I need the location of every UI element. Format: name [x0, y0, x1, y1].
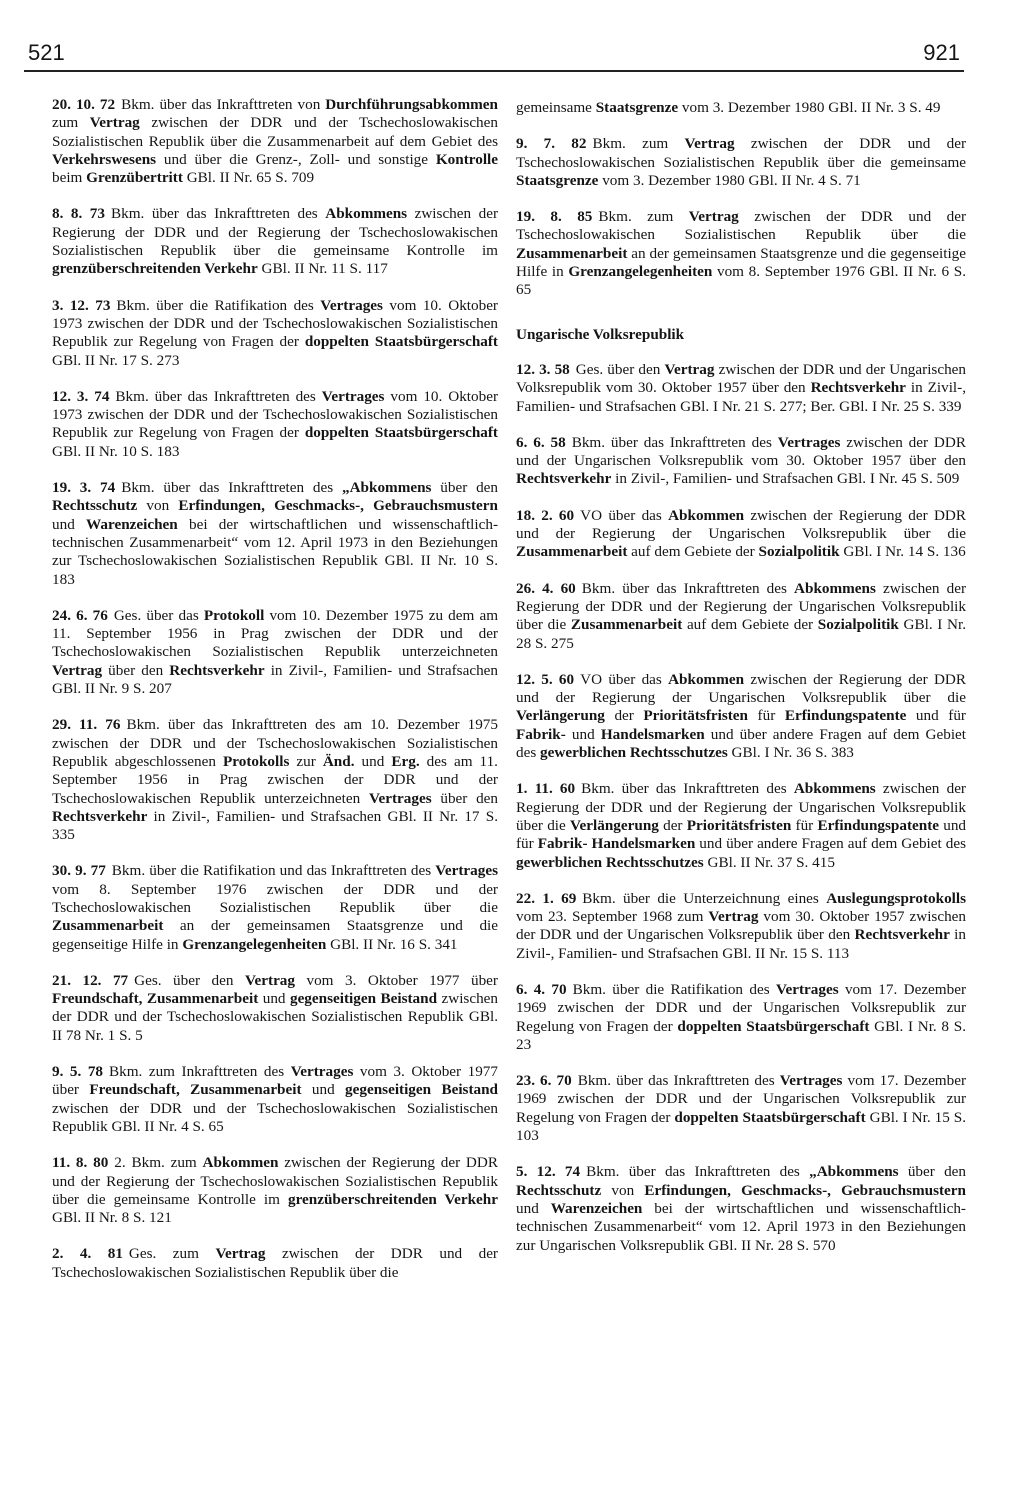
entry-text: Bkm. über die Ratifikation des [116, 296, 321, 314]
entry-keyword: Änd. [322, 752, 355, 770]
entry-keyword: Rechtsverkehr [810, 379, 906, 397]
entry-text: vom 3. Dezember 1980 GBl. II Nr. 3 S. 49 [678, 99, 941, 116]
entry-keyword: Grenzübertritt [86, 169, 183, 187]
entry-keyword: Vertrages [435, 862, 498, 880]
entry-text: vom 17. Dezember 1969 zwischen der DDR und der Ungarischen Volksrepublik zur Regelung von Fragen der [516, 980, 967, 1035]
entry-keyword: Fabrik- Handelsmarken [537, 835, 696, 853]
entry-text: in Zivil-, Familien- und Strafsachen GBl. II Nr. 9 S. 207 [52, 661, 499, 698]
entry-text: Bkm. zum [592, 135, 685, 153]
entry-text: und über andere Fragen auf dem Gebiet des [516, 725, 966, 762]
entry-keyword: doppelten Staatsbürgerschaft [304, 333, 498, 351]
entry-keyword: Abkommens [325, 205, 408, 223]
entry-text: VO über das [580, 670, 669, 688]
entry-date: 11. 8. 80 [52, 1154, 109, 1172]
entry-text: vom 10. Oktober 1973 zwischen der DDR und der Tschechoslowakischen Sozialistischen Republik zur Regelung von Fragen der [52, 387, 499, 442]
entry-text: zwischen der Regierung der DDR und der Regierung der Ungarischen Volksrepublik über die [516, 670, 967, 707]
entry-text: bei der wirtschaftlichen und wissenschaftlich-technischen Zusammenarbeit“ vom 12. April 1973 in den Beziehungen zur Tschechoslowakischen Sozialistischen Republik GBl. II Nr. 10 S. 183 [52, 515, 498, 588]
entry-date: 1. 11. 60 [516, 780, 576, 798]
entry-text: zwischen der DDR und der Tschechoslowakischen Sozialistischen Republik über die [52, 1245, 498, 1281]
entry-date: 21. 12. 77 [52, 971, 129, 989]
entry-text: GBl. II Nr. 17 S. 273 [52, 351, 180, 369]
entry-text: und für [516, 816, 966, 853]
entry-keyword: Erg. [391, 752, 420, 770]
law-entry [52, 96, 498, 187]
entry-keyword: Abkommens [794, 579, 876, 597]
entry-keyword: Vertrages [320, 296, 383, 314]
left-column [52, 96, 498, 1300]
entry-text: zwischen der DDR und der Ungarischen Volksrepublik vom 30. Oktober 1957 über den [516, 433, 967, 470]
entry-text: Ges. über den [134, 971, 245, 989]
entry-date: 20. 10. 72 [52, 96, 116, 113]
entry-text: Bkm. über das Inkrafttreten des [581, 780, 794, 798]
entry-keyword: Sozialpolitik [817, 616, 899, 634]
law-entry [516, 507, 966, 562]
entry-keyword: Prioritätsfristen [686, 816, 792, 834]
entry-text: und [565, 725, 601, 743]
entry-keyword: Kontrolle [435, 150, 498, 168]
entry-keyword: Grenzangelegenheiten [568, 263, 713, 281]
entry-keyword: Abkommen [668, 506, 745, 524]
entry-keyword: Freundschaft, Zusammenarbeit [89, 1081, 302, 1099]
entry-text: vom 23. September 1968 zum [516, 908, 709, 926]
entry-date: 22. 1. 69 [516, 889, 577, 907]
entry-date: 3. 12. 73 [52, 296, 111, 314]
entry-text: über den [431, 479, 499, 497]
entry-text: des am 11. September 1956 in Prag zwischen der DDR und der Tschechoslowakischen Republik unterzeichneten [52, 752, 498, 807]
entry-keyword: Rechtsverkehr [52, 807, 148, 825]
entry-text: Ges. über das [113, 606, 204, 624]
entry-text: Ges. zum [128, 1245, 216, 1263]
entry-keyword: Vertrag [688, 208, 739, 226]
entry-text: zwischen der DDR und der Tschechoslowakischen Sozialistischen Republik über die Zusammenarbeit auf dem Gebiet des [52, 114, 498, 150]
entry-text: GBl. I Nr. 14 S. 136 [839, 543, 966, 561]
entry-text: 2. Bkm. zum [114, 1154, 203, 1172]
entry-keyword: Vertrag [52, 661, 103, 679]
entry-text: Bkm. über das Inkrafttreten des [586, 1163, 810, 1181]
entry-text: auf dem Gebiete der [682, 616, 818, 634]
entry-keyword: Abkommens [793, 780, 876, 798]
entry-date: 8. 8. 73 [52, 205, 105, 223]
entry-text: der [658, 816, 687, 834]
entry-date: 5. 12. 74 [516, 1163, 581, 1181]
entry-date: 29. 11. 76 [52, 716, 121, 734]
entry-text: GBl. I Nr. 28 S. 275 [516, 616, 967, 652]
law-entry [516, 99, 966, 117]
entry-date: 6. 6. 58 [516, 433, 566, 451]
entry-keyword: Protokolls [222, 752, 290, 770]
entry-text: VO über das [580, 506, 669, 524]
entry-keyword: Rechtsverkehr [169, 661, 265, 679]
entry-text: GBl. I Nr. 15 S. 103 [516, 1108, 967, 1145]
entry-text: Bkm. über das Inkrafttreten des am 10. Dezember 1975 zwischen der DDR und der Tschechoslowakischen Sozialistischen Republik abgeschlossenen [52, 716, 498, 770]
entry-text: Bkm. über die Unterzeichnung eines [582, 889, 827, 907]
entry-keyword: Vertrag [244, 971, 295, 989]
law-entry [52, 607, 498, 698]
entry-keyword: Handelsmarken [600, 725, 705, 743]
entry-text: Bkm. über das Inkrafttreten des [581, 579, 795, 597]
entry-text: Bkm. zum Inkrafttreten des [109, 1063, 291, 1081]
right-column [516, 99, 966, 1273]
entry-date: 23. 6. 70 [516, 1072, 572, 1090]
entry-keyword: Rechtsverkehr [516, 470, 612, 488]
entry-date: 12. 5. 60 [516, 670, 575, 688]
entry-date: 18. 2. 60 [516, 506, 575, 524]
entry-keyword: Verlängerung [569, 816, 659, 834]
entry-date: 2. 4. 81 [52, 1245, 123, 1263]
entry-text: in Zivil-, Familien- und Strafsachen GBl. II Nr. 15 S. 113 [516, 926, 966, 962]
entry-text: zwischen der DDR und der Tschechoslowakischen Sozialistischen Republik über die gemeinsame [516, 135, 967, 171]
entry-text: Bkm. über das Inkrafttreten des [577, 1072, 780, 1090]
entry-text: und über die Grenz-, Zoll- und sonstige [156, 150, 436, 168]
entry-text: GBl. II Nr. 16 S. 341 [326, 935, 458, 953]
entry-text: für [791, 816, 818, 834]
entry-keyword: doppelten Staatsbürgerschaft [677, 1017, 870, 1035]
entry-keyword: gegenseitigen Beistand [345, 1081, 498, 1099]
entry-keyword: Erfindungen, Geschmacks-, Gebrauchsmustern [178, 497, 498, 515]
law-entry [516, 580, 966, 653]
entry-text: der [604, 707, 644, 725]
entry-text: an der gemeinsamen Staatsgrenze und die gegenseitige Hilfe in [516, 244, 966, 281]
entry-text: zwischen der Regierung der DDR und der Regierung der Ungarischen Volksrepublik über die [516, 780, 966, 834]
entry-text: Bkm. über das Inkrafttreten von [121, 96, 326, 113]
entry-keyword: Sozialpolitik [758, 543, 840, 561]
entry-text: GBl. I Nr. 36 S. 383 [727, 744, 854, 762]
entry-text: vom 30. Oktober 1957 zwischen der DDR und der Ungarischen Volksrepublik über den [516, 908, 966, 944]
entry-keyword: Warenzeichen [86, 515, 178, 533]
entry-text: von [137, 497, 179, 515]
law-entry [52, 388, 498, 461]
entry-text: und [52, 515, 87, 533]
law-entry [516, 780, 966, 871]
entry-text: in Zivil-, Familien- und Strafsachen GBl. II Nr. 17 S. 335 [52, 807, 498, 844]
law-entry [52, 1245, 498, 1282]
entry-text: GBl. I Nr. 8 S. 23 [516, 1017, 966, 1053]
entry-date: 12. 3. 74 [52, 387, 110, 405]
entry-text: und [258, 990, 290, 1008]
entry-text: Bkm. über die Ratifikation und das Inkrafttreten des [111, 862, 436, 880]
entry-keyword: Fabrik- [516, 725, 566, 743]
law-entry [52, 297, 498, 370]
entry-text: in Zivil-, Familien- und Strafsachen GBl. I Nr. 45 S. 509 [611, 470, 960, 488]
entry-text: zwischen der DDR und der Tschechoslowakischen Sozialistischen Republik über die [516, 208, 967, 244]
entry-text: Bkm. über das Inkrafttreten des [115, 387, 322, 405]
entry-text: Ges. über den [575, 360, 665, 378]
entry-keyword: Warenzeichen [550, 1199, 643, 1217]
entry-keyword: Vertrages [775, 980, 839, 998]
entry-text: über den [431, 789, 498, 807]
entry-keyword: gegenseitigen Beistand [289, 990, 438, 1008]
entry-keyword: Vertrages [290, 1063, 354, 1081]
entry-keyword: Staatsgrenze [516, 171, 599, 189]
entry-text: GBl. II Nr. 10 S. 183 [52, 442, 180, 460]
law-entry [52, 862, 498, 953]
entry-text: vom 3. Oktober 1977 über [295, 971, 498, 989]
entry-date: 12. 3. 58 [516, 360, 570, 378]
law-entry [516, 434, 966, 489]
entry-text: von [601, 1181, 645, 1199]
entry-keyword: Zusammenarbeit [516, 543, 628, 561]
entry-keyword: Vertrages [779, 1072, 843, 1090]
entry-date: 30. 9. 77 [52, 862, 106, 880]
entry-text: zur [289, 752, 323, 770]
entry-date: 19. 8. 85 [516, 208, 593, 226]
page-number-left: 521 [28, 40, 65, 65]
law-entry [52, 205, 498, 278]
right-column-bottom [516, 361, 966, 1255]
entry-text: zum [52, 114, 90, 132]
entry-keyword: gewerblichen Rechtsschutzes [516, 853, 704, 871]
law-entry [516, 1163, 966, 1254]
entry-text: und für [906, 707, 966, 725]
entry-keyword: „Abkommens [342, 479, 432, 497]
entry-keyword: Vertrages [777, 433, 841, 451]
entry-keyword: Prioritätsfristen [643, 707, 748, 725]
entry-keyword: Abkommen [668, 670, 745, 688]
entry-text: gemeinsame [516, 99, 596, 116]
entry-text: Bkm. über die Ratifikation des [572, 980, 776, 998]
entry-keyword: Vertrag [684, 135, 735, 153]
entry-text: vom 8. September 1976 GBl. II Nr. 6 S. 65 [516, 263, 966, 299]
entry-text: beim [52, 169, 87, 187]
entry-text: zwischen der Regierung der DDR und der Regierung der Tschechoslowakischen Sozialistischen Republik über die gemeinsame Kontrolle im [52, 1154, 498, 1208]
entry-text: für [748, 707, 785, 725]
law-entry [516, 890, 966, 963]
entry-keyword: Freundschaft, Zusammenarbeit [52, 990, 259, 1008]
law-entry [516, 981, 966, 1054]
entry-keyword: Zusammenarbeit [516, 244, 628, 262]
law-entry [52, 972, 498, 1045]
entry-keyword: Auslegungsprotokolls [826, 889, 967, 907]
entry-keyword: Zusammenarbeit [570, 616, 683, 634]
header-rule [24, 70, 964, 72]
entry-keyword: Protokoll [203, 606, 265, 624]
entry-text: an der gemeinsamen Staatsgrenze und die gegenseitige Hilfe in [52, 917, 498, 953]
entry-text: vom 3. Oktober 1977 über [52, 1063, 498, 1099]
entry-keyword: Erfindungen, Geschmacks-, Gebrauchsmustern [644, 1181, 966, 1199]
entry-keyword: Staatsgrenze [595, 99, 679, 116]
entry-text: Bkm. über das Inkrafttreten des [121, 479, 342, 497]
page-number-right: 921 [923, 40, 960, 65]
entry-text: zwischen der Regierung der DDR und der Regierung der Tschechoslowakischen Sozialistischen Republik über die gemeinsame Kontrolle im [52, 205, 499, 260]
entry-text: bei der wirtschaftlichen und wissenschaftlich-technischen Zusammenarbeit“ vom 12. April 1973 in den Beziehungen zur Ungarischen Volksrepublik GBl. II Nr. 28 S. 570 [516, 1199, 966, 1254]
entry-date: 26. 4. 60 [516, 579, 576, 597]
entry-date: 19. 3. 74 [52, 479, 116, 497]
law-entry [516, 671, 966, 762]
entry-keyword: doppelten Staatsbürgerschaft [304, 424, 498, 442]
entry-text: vom 17. Dezember 1969 zwischen der DDR und der Ungarischen Volksrepublik zur Regelung von Fragen der [516, 1072, 967, 1126]
entry-text: GBl. II Nr. 11 S. 117 [257, 260, 388, 278]
entry-date: 9. 7. 82 [516, 135, 587, 153]
entry-text: über den [898, 1163, 967, 1181]
law-entry [516, 135, 966, 190]
entry-keyword: Erfindungspatente [784, 707, 907, 725]
entry-keyword: „Abkommens [809, 1163, 899, 1181]
entry-text: über den [102, 661, 170, 679]
entry-text: zwischen der DDR und der Tschechoslowakischen Sozialistischen Republik GBl. II Nr. 4 S. 65 [52, 1099, 498, 1135]
entry-text: vom 10. Dezember 1975 zu dem am 11. September 1956 in Prag zwischen der DDR und der Tschechoslowakischen Sozialistischen Republik unterzeichneten [52, 606, 499, 661]
law-entry [516, 361, 966, 416]
entry-text: vom 8. September 1976 zwischen der DDR und der Tschechoslowakischen Sozialistischen Republik über die [52, 880, 498, 916]
entry-text: Bkm. über das Inkrafttreten des [571, 433, 778, 451]
entry-keyword: Vertrag [89, 114, 140, 132]
entry-text: zwischen der DDR und der Tschechoslowakischen Sozialistischen Republik GBl. II 78 Nr. 1 S. 5 [52, 990, 498, 1044]
law-entry [52, 716, 498, 844]
entry-keyword: Erfindungspatente [817, 816, 939, 834]
entry-date: 6. 4. 70 [516, 980, 567, 998]
entry-keyword: Vertrages [321, 387, 385, 405]
entry-keyword: Vertrages [368, 789, 432, 807]
law-entry [516, 1072, 966, 1145]
entry-keyword: Rechtsschutz [516, 1181, 602, 1199]
entry-keyword: Zusammenarbeit [52, 917, 164, 935]
entry-text: vom 3. Dezember 1980 GBl. II Nr. 4 S. 71 [598, 171, 861, 189]
entry-text: GBl. II Nr. 8 S. 121 [52, 1209, 172, 1227]
entry-text: vom 10. Oktober 1973 zwischen der DDR und der Tschechoslowakischen Sozialistischen Republik zur Regelung von Fragen der [52, 296, 498, 351]
entry-keyword: grenzüberschreitenden Verkehr [288, 1190, 498, 1208]
right-column-top [516, 99, 966, 300]
entry-text: zwischen der Regierung der DDR und der Regierung der Ungarischen Volksrepublik über die [516, 579, 967, 634]
entry-text: und [301, 1081, 346, 1099]
entry-text: und über andere Fragen auf dem Gebiet des [695, 835, 966, 853]
entry-keyword: Rechtsverkehr [854, 926, 950, 944]
entry-text: und [354, 752, 392, 770]
law-entry [52, 479, 498, 589]
entry-keyword: Vertrag [215, 1245, 266, 1263]
entry-text: zwischen der Regierung der DDR und der Regierung der Ungarischen Volksrepublik über die [516, 506, 967, 543]
section-title: Ungarische Volksrepublik [516, 325, 685, 343]
entry-keyword: Rechtsschutz [52, 497, 138, 515]
entry-text: zwischen der DDR und der Ungarischen Volksrepublik vom 30. Oktober 1957 über den [516, 360, 966, 397]
entry-keyword: grenzüberschreitenden Verkehr [52, 260, 258, 278]
entry-text: GBl. II Nr. 65 S. 709 [182, 169, 315, 187]
entry-date: 9. 5. 78 [52, 1063, 103, 1081]
law-entry [52, 1063, 498, 1136]
entry-keyword: Vertrag [664, 360, 715, 378]
entry-keyword: doppelten Staatsbürgerschaft [674, 1108, 866, 1126]
entry-text: Bkm. zum [598, 208, 689, 226]
entry-date: 24. 6. 76 [52, 606, 108, 624]
law-entry [516, 208, 966, 299]
entry-text: auf dem Gebiete der [627, 543, 759, 561]
entry-text: GBl. II Nr. 37 S. 415 [703, 853, 835, 871]
entry-keyword: Durchführungsabkommen [325, 96, 498, 113]
entry-keyword: Vertrag [708, 908, 759, 926]
entry-text: und [516, 1199, 551, 1217]
entry-text: Bkm. über das Inkrafttreten des [110, 205, 326, 223]
entry-keyword: Grenzangelegenheiten [182, 935, 327, 953]
entry-keyword: Abkommen [202, 1154, 279, 1172]
entry-keyword: gewerblichen Rechtsschutzes [540, 744, 728, 762]
entry-keyword: Verlängerung [516, 707, 605, 725]
entry-text: in Zivil-, Familien- und Strafsachen GBl. I Nr. 21 S. 277; Ber. GBl. I Nr. 25 S. 339 [516, 379, 967, 415]
entry-keyword: Verkehrswesens [52, 150, 157, 168]
law-entry [52, 1154, 498, 1227]
